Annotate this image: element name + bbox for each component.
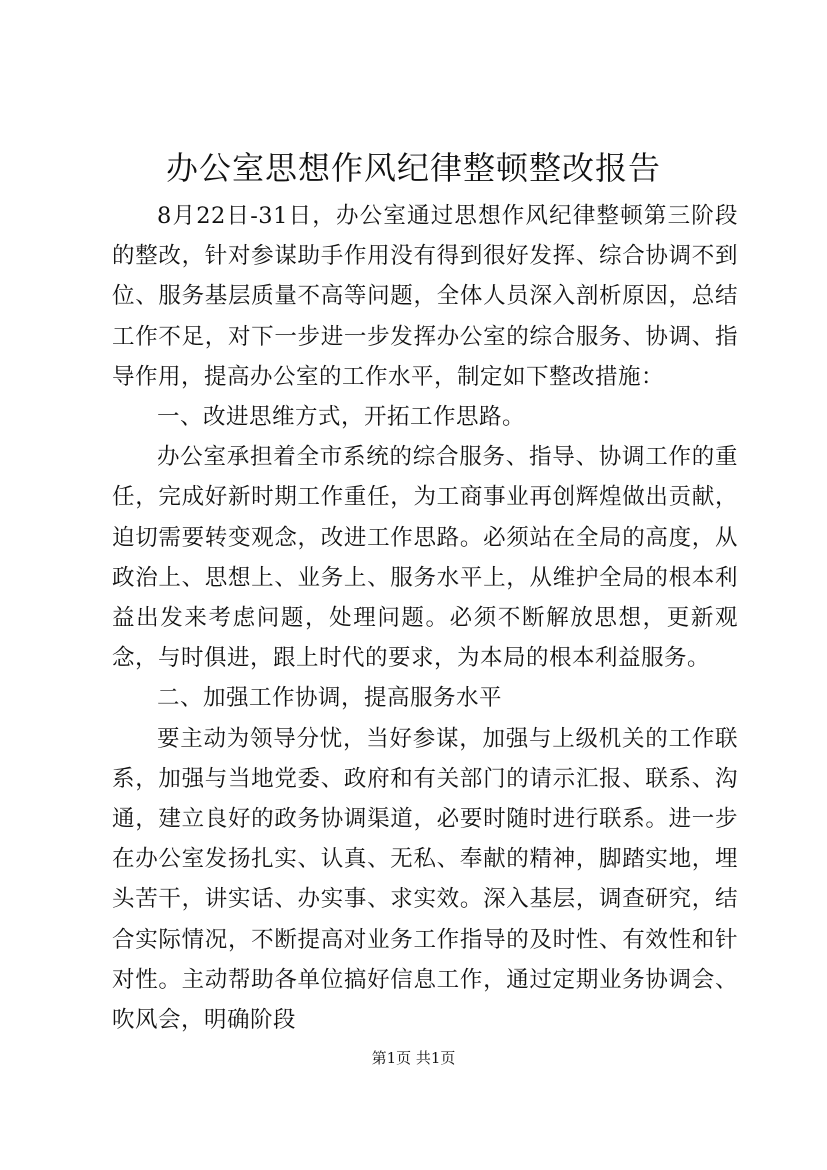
section-heading-1: 一、改进思维方式，开拓工作思路。 (157, 404, 526, 431)
document-title: 办公室思想作风纪律整顿整改报告 (165, 149, 661, 187)
document-body (112, 196, 738, 1040)
paragraph-intro: 8月22日-31日，办公室通过思想作风纪律整顿第三阶段的整改，针对参谋助手作用没有得到很好发挥、综合协调不到位、服务基层质量不高等问题，全体人员深入剖析原因，总结工作不足，对下一步进一步发挥办公室的综合服务、协调、指导作用，提高办公室的工作水平，制定如下整改措施： (112, 203, 738, 390)
paragraph-section-2: 要主动为领导分忧，当好参谋，加强与上级机关的工作联系，加强与当地党委、政府和有关部门的请示汇报、联系、沟通，建立良好的政务协调渠道，必要时随时进行联系。进一步在办公室发扬扎实、认真、无私、奉献的精神，脚踏实地，埋头苦干，讲实话、办实事、求实效。深入基层，调查研究，结合实际情况，不断提高对业务工作指导的及时性、有效性和针对性。主动帮助各单位搞好信息工作，通过定期业务协调会、吹风会，明确阶段 (112, 725, 738, 1034)
section-heading-2: 二、加强工作协调，提高服务水平 (157, 685, 503, 712)
page-number-footer: 第1页 共1页 (371, 1049, 456, 1067)
paragraph-section-1: 办公室承担着全市系统的综合服务、指导、协调工作的重任，完成好新时期工作重任，为工商事业再创辉煌做出贡献，迫切需要转变观念，改进工作思路。必须站在全局的高度，从政治上、思想上、业务上、服务水平上，从维护全局的根本利益出发来考虑问题，处理问题。必须不断解放思想，更新观念，与时俱进，跟上时代的要求，为本局的根本利益服务。 (112, 444, 738, 672)
